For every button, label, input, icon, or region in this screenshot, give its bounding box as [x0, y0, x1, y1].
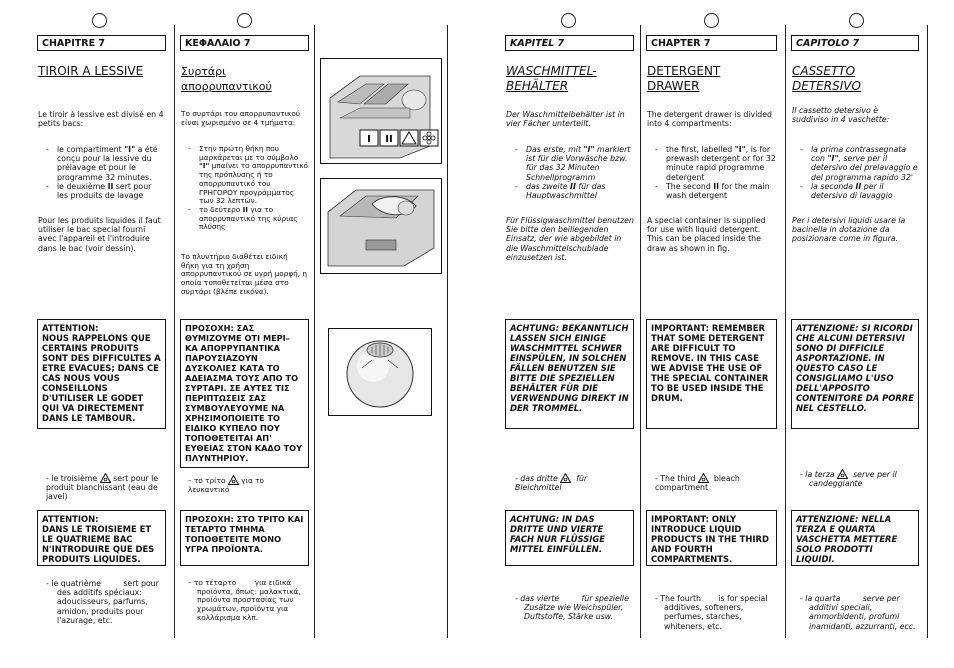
- liquid-text: Per i detersivi liquidi usare la bacinella in dotazione da posizionare come in figura.: [792, 216, 906, 244]
- section-title: Συρτάρι απορρυπαντικού: [181, 65, 272, 93]
- column-greek: [174, 0, 314, 668]
- chapter-header: CAPITOLO 7: [791, 35, 919, 51]
- warning-body: NOUS RAPPELONS QUE CERTAINS PRODUITS SONT DES DIFFICULTES A ETRE EVACUES; DANS CE CAS NOUS VOUS CONSEILLONS D'UTILISER LE GODET QUI VA DIRECTEMENT DANS LE TAMBOUR.: [42, 333, 161, 423]
- fourth-compartment-text: – το τέταρτο για ειδικά προϊόντα, όπως: μαλακτικά, προϊόντα προστασίας των χρωμάτων, προϊόντα για κολλάρισμα κλπ.: [188, 578, 301, 622]
- section-title: WASCHMITTEL-BEHÄLTER: [506, 64, 597, 93]
- warning-box: ACHTUNG: BEKANNTLICH LASSEN SICH EINIGE WASCHMITTEL SCHWER EINSPÜLEN, IN SOLCHEN FÄLLEN BENUTZEN SIE BITTE DIE SPEZIELLEN BEHÄLTER FÜR DIE VERWENDUNG DIREKT IN DER TROMMEL.: [505, 319, 634, 429]
- list-item: - the first, labelled "I", is for prewash detergent or for 32 minute rapid programme detergent: [655, 145, 777, 182]
- warning-box: [37, 510, 166, 566]
- list-item: - The second II for the main wash detergent: [655, 182, 777, 200]
- chapter-header: KAPITEL 7: [505, 35, 634, 51]
- bleach-triangle-icon: [560, 473, 571, 483]
- warning-box: ΠΡΟΣΟΧΗ: ΣΤΟ ΤΡΙΤΟ ΚΑΙ ΤΕΤΑΡΤΟ ΤΜΗΜΑ ΤΟΠΟΘΕΤΕΙΤΕ ΜΟΝΟ ΥΓΡΑ ΠΡΟΪΟΝΤΑ.: [180, 510, 309, 566]
- chapter-header: CHAPTER 7: [646, 35, 777, 51]
- warning-box: ATTENZIONE: SI RICORDI CHE ALCUNI DETERSIVI SONO DI DIFFICILE ASPORTAZIONE. IN QUESTO CASO LE CONSIGLIAMO L'USO DELL'APPOSITO CONTENITORE DA PORRE NEL CESTELLO.: [791, 319, 919, 429]
- compartment-list: [800, 145, 918, 200]
- intro-text: Il cassetto detersivo è suddiviso in 4 vaschette:: [792, 106, 890, 125]
- intro-text: Το συρτάρι του απορρυπαντικού είναι χωρισμένο σε 4 τμήματα:: [181, 109, 301, 127]
- third-compartment-text: - la terza serve per il candeggiante: [800, 470, 897, 489]
- list-item: - la seconda II per il detersivo di lavaggio: [800, 182, 918, 200]
- column-english: [640, 0, 785, 668]
- bleach-triangle-icon: [100, 473, 111, 483]
- liquid-text: Für Flüssigwaschmittel benutzen Sie bitte den beiliegenden Einsatz, der wie abgebildet in die Waschmittelschublade einzusetzen ist.: [506, 216, 634, 262]
- fourth-compartment-text: - The fourth is for special additives, softeners, perfumes, starches, whiteners, etc.: [655, 594, 768, 631]
- warning-box: ACHTUNG: IN DAS DRITTE UND VIERTE FACH NUR FLÜSSIGE MITTEL EINFÜLLEN.: [505, 510, 634, 566]
- list-item: - το δεύτερο II για το απορρυπαντικό της κύριας πλύσης: [188, 206, 308, 232]
- third-compartment-text: - The third bleach compartment: [655, 474, 740, 493]
- fourth-compartment-text: - das vierte für spezielle Zusätze wie Weichspüler, Duftstoffe, Stärke usw.: [515, 594, 629, 622]
- intro-text: The detergent drawer is divided into 4 compartments:: [647, 110, 772, 129]
- compartment-symbol-I: I: [367, 134, 371, 145]
- compartment-list: [46, 145, 164, 200]
- list-item: - das zweite II für das Hauptwaschmittel: [515, 182, 637, 200]
- compartment-list: [655, 145, 777, 200]
- warning-box: ATTENZIONE: NELLA TERZA E QUARTA VASCHETTA METTERE SOLO PRODOTTI LIQUIDI.: [791, 510, 919, 566]
- detergent-drawer-illustration: [320, 58, 442, 164]
- column-german: [447, 0, 640, 668]
- liquid-text: Pour les produits liquides il faut utiliser le bac special fourni avec l'appareil et l'introduire dans le bac (voir dessin).: [38, 216, 161, 253]
- bleach-triangle-icon: [228, 475, 239, 485]
- column-italian: [785, 0, 927, 668]
- dosing-ball-illustration: [328, 328, 432, 416]
- warning-heading: ATTENTION:: [42, 323, 99, 333]
- warning-body: DANS LE TROISIEME ET LE QUATRIEME BAC N'INTRODUIRE QUE DES PRODUITS LIQUIDES.: [42, 524, 155, 564]
- warning-box: IMPORTANT: REMEMBER THAT SOME DETERGENT ARE DIFFICULT TO REMOVE. IN THIS CASE WE ADVISE THE USE OF THE SPECIAL CONTAINER TO BE USED INSIDE THE DRUM.: [646, 319, 777, 429]
- section-title: TIROIR A LESSIVE: [38, 64, 144, 78]
- compartment-list: [515, 145, 637, 200]
- warning-box: [37, 319, 166, 429]
- liquid-container-illustration: [320, 178, 442, 274]
- list-item: - Στην πρώτη θήκη που μαρκάρεται με το σύμβολο "I" μπαίνει το απορρυπαντικό της πρόπλυσης ή το απορρυπαντικό του ΓΡΗΓΟΡΟΥ προγράμματος των 32 λεπτών.: [188, 145, 308, 206]
- warning-heading: ATTENTION:: [42, 514, 99, 524]
- liquid-text: A special container is supplied for use with liquid detergent. This can be placed inside the draw as shown in fig.: [647, 216, 766, 253]
- list-item: - le deuxième II sert pour les produits de lavage: [46, 182, 164, 200]
- intro-text: Le tiroir à lessive est divisé en 4 petits bacs:: [38, 110, 164, 129]
- list-item: - Das erste, mit "I" markiert ist für die Vorwäsche bzw. für das 32 Minuten Schnellprogramm: [515, 145, 637, 182]
- third-compartment-text: - le troisième sert pour le produit blanchissant (eau de javel): [46, 474, 159, 502]
- warning-box: ΠΡΟΣΟΧΗ: ΣΑΣ ΘΥΜΙΖΟΥΜΕ ΟΤΙ ΜΕΡΙ– ΚΑ ΑΠΟΡΡΥΠΑΝΤΙΚΑ ΠΑΡΟΥΣΙΑΖΟΥΝ ΔΥΣΚΟΛΙΕΣ ΚΑΤΑ ΤΟ ΑΔΕΙΑΣΜΑ ΤΟΥΣ ΑΠΟ ΤΟ ΣΥΡΤΑΡΙ. ΣΕ ΑΥΤΕΣ ΤΙΣ ΠΕΡΙΠΤΩΣΕΙΣ ΣΑΣ ΣΥΜΒΟΥΛΕΥΟΥΜΕ ΝΑ ΧΡΗΣΙΜΟΠΟΙΕΙΤΕ ΤΟ ΕΙΔΙΚΟ ΚΥΠΕΛΟ ΠΟΥ ΤΟΠΟΘΕΤΕΙΤΑΙ ΑΠ' ΕΥΘΕΙΑΣ ΣΤΟΝ ΚΑΔΟ ΤΟΥ ΠΛΥΝΤΗΡΙΟΥ.: [180, 319, 309, 468]
- bleach-triangle-icon: [698, 473, 709, 483]
- bleach-triangle-icon: [837, 469, 848, 479]
- warning-box: IMPORTANT: ONLY INTRODUCE LIQUID PRODUCTS IN THE THIRD AND FOURTH COMPARTMENTS.: [646, 510, 777, 566]
- intro-text: Der Waschmittelbehälter ist in vier Fächer unterteilt.: [506, 110, 625, 129]
- column-divider: [927, 25, 928, 638]
- compartment-symbol-II: II: [385, 134, 393, 145]
- third-compartment-text: – το τρίτο για το λευκαντικό: [188, 476, 264, 494]
- list-item: - la prima contrassegnata con "I", serve per il detersivo del prelavaggio e del programma rapido 32': [800, 145, 918, 182]
- chapter-header: ΚΕΦΑΛΑΙΟ 7: [180, 35, 309, 51]
- fourth-compartment-text: - la quarta serve per additivi speciali, ammorbidenti, profumi inamidanti, azzurranti, ecc.: [800, 594, 916, 631]
- column-french: [0, 0, 174, 668]
- third-compartment-text: - das dritte für Bleichmittel: [515, 474, 588, 493]
- figure-column: [314, 0, 447, 668]
- section-title: CASSETTO DETERSIVO: [792, 64, 861, 93]
- compartment-list: [188, 145, 308, 232]
- fourth-compartment-text: - le quatrième sert pour des additifs spéciaux: adoucisseurs, parfums, amidon, produits pour l'azurage, etc.: [46, 579, 159, 625]
- liquid-text: Το πλυντήριο διαθέτει ειδική θήκη για τη χρήση απορρυπαντικού σε υγρή μορφή, η οποία τοποθετείται μέσα στο συρτάρι (βλέπε εικόνα).: [181, 252, 308, 296]
- chapter-header: CHAPITRE 7: [37, 35, 166, 51]
- list-item: - le compartiment "I" a été conçu pour la lessive du prélavage et pour le programme 32 minutes.: [46, 145, 164, 182]
- section-title: DETERGENT DRAWER: [647, 64, 721, 93]
